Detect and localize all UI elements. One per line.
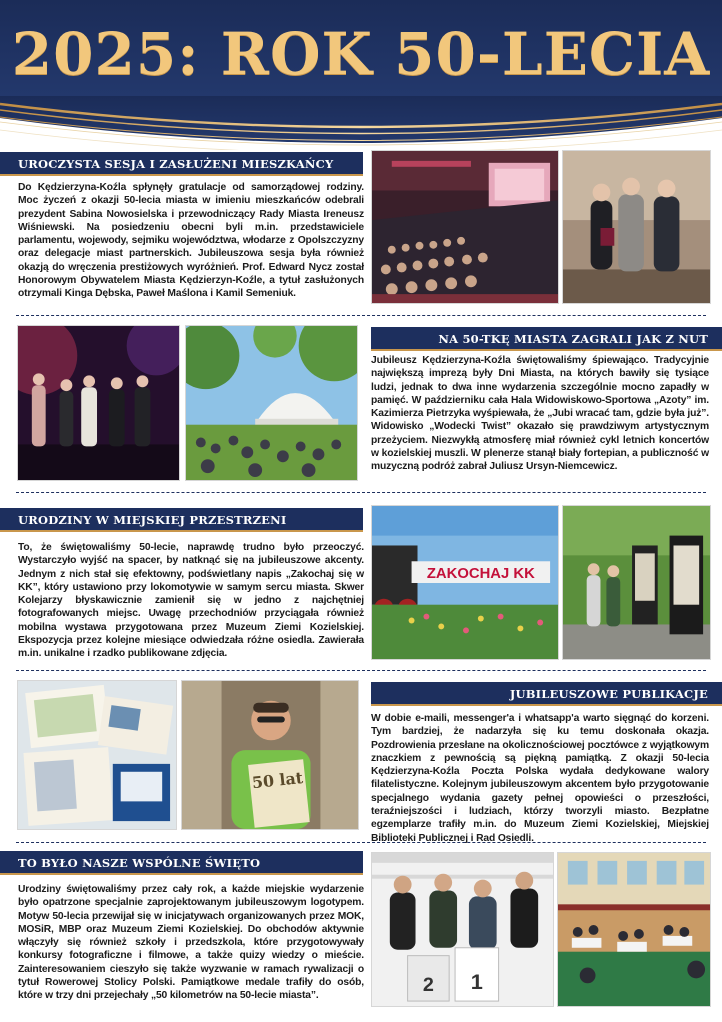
section-text-concerts: Jubileusz Kędzierzyna-Koźla świętowaliśmy śpiewająco. Tradycyjnie największą imprezą były Dni Miasta, na których bawiły się tysiące ludzi, jednak to dwa inne wydarzenia szczególnie mocno zapadły w pamięć. W październiku cała Hala Widowiskowo-Sportowa „Azoty” im. Kazimierza Pietrzyka wyśpiewała, że „Jubi wracać tam, gdzie była już”. Widowisko „Wodecki Twist” okazało się prawdziwym artystycznym przeżyciem. Niezwykłą atmosferę miał również cykl letnich koncertów w kozielskiej muszli. W plenerze stanął biały fortepian, a publiczność w muzyczną podróż zabrał Juliusz Ursyn-Niemcewicz. <box>371 355 709 473</box>
section-heading-city-space: URODZINY W MIEJSKIEJ PRZESTRZENI <box>0 508 363 532</box>
zakochaj-sign-text: ZAKOCHAJ KK <box>426 566 535 583</box>
section-heading-publications: JUBILEUSZOWE PUBLIKACJE <box>371 682 722 706</box>
theater-audience-photo <box>371 150 559 304</box>
section-heading-session: UROCZYSTA SESJA I ZASŁUŻENI MIESZKAŃCY <box>0 152 363 176</box>
cycling-podium-photo <box>371 852 554 1007</box>
school-gym-photo <box>557 852 711 1007</box>
separator-1 <box>16 315 706 316</box>
concert-stage-photo <box>17 325 180 481</box>
section-text-session: Do Kędzierzyna-Koźla spłynęły gratulacje od samorządowej rodziny. Moc życzeń z okazji 50-lecia miasta w imieniu mieszkańców odebrali prezydent Sabina Nowosielska i przewodniczący Rady Miasta Ireneusz Wiśniewski. Na posiedzeniu obecni byli m.in. przedstawiciele parlamentu, wojewody, sejmiku województwa, włodarze z Opolszczyzny oraz delegacje miast partnerskich. Jubileuszowa sesja była również okazją do wręczenia prestiżowych wyróżnień. Prof. Edward Nycz został Honorowym Obywatelem Miasta Kędzierzyn-Koźle, a tytuł zasłużonych otrzymali Kinga Dębska, Paweł Maślona i Kamil Semeniuk. <box>18 182 364 300</box>
section-text-celebration: Urodziny świętowaliśmy przez cały rok, a każde miejskie wydarzenie było opatrzone specjalnie zaprojektowanym jubileuszowym logotypem. Motyw 50-lecia przewijał się w inicjatywach organizowanych przez MOK, MOSiR, MBP oraz Muzeum Ziemi Kozielskiej. Do obchodów aktywnie włączyły się również szkoły i przedszkola, które przygotowywały konkursy fotograficzne i filmowe, a także quizy wiedzy o mieście. Zainteresowaniem cieszyło się także wyzwanie w ramach rywalizacji o tytuł Rowerowej Stolicy Polski. Pamiątkowe medale trafiły do osób, które w trzy dni przejechały „50 kilometrów na 50-lecie miasta”. <box>18 884 364 1002</box>
mobile-exhibition-photo <box>562 505 711 660</box>
honorary-citizens-photo <box>562 150 711 304</box>
section-text-publications: W dobie e-maili, messenger'a i whatsapp'a warto sięgnąć do korzeni. Tym bardziej, że nadarzyła się ku temu doskonała okazja. Pozdrowienia przesłane na okolicznościowej pocztówce z wyjątkowym znaczkiem z pewnością są piękną pamiątką. Z okazji 50-lecia Kędzierzyna-Koźla Poczta Polska wydała dedykowane walory filatelistyczne. Kolejnym jubileuszowym akcentem było przygotowanie specjalnego wydania gazety pełnej opowieści o przeszłości, teraźniejszości i ludziach, którzy tworzyli miasto. Bezpłatne egzemplarze trafiły m.in. do Muzeum Ziemi Kozielskiej, Miejskiej Biblioteki Publicznej i Rad Osiedli. <box>371 713 709 844</box>
section-heading-concerts: NA 50-TKĘ MIASTA ZAGRALI JAK Z NUT <box>371 327 722 351</box>
separator-2 <box>16 492 706 493</box>
postcards-stamps-photo <box>17 680 177 830</box>
section-text-city-space: To, że świętowaliśmy 50-lecie, naprawdę trudno było przeoczyć. Wystarczyło wyjść na spacer, by natknąć się na jubileuszowe akcenty. Jednym z nich stał się efektowny, podświetlany napis „Zakochaj się w KK”, który ustawiono przy lokomotywie w samym sercu miasta. Skwer Kolejarzy błyskawicznie zamienił się w jedno z najchętniej fotografowanych miejsc. Uwagę przechodniów przyciągała również mobilna wystawa przygotowana przez Muzeum Ziemi Kozielskiej. Ekspozycja przez kolejne miesiące odwiedzała różne osiedla. Zawierała m.in. unikalne i rzadko publikowane zdjęcia. <box>18 542 364 660</box>
separator-3 <box>16 670 706 671</box>
jubilee-newspaper-photo <box>181 680 359 830</box>
separator-4 <box>16 842 706 843</box>
podium-number-2: 2 <box>422 974 434 997</box>
outdoor-shell-concert-photo <box>185 325 358 481</box>
section-heading-celebration: TO BYŁO NASZE WSPÓLNE ŚWIĘTO <box>0 851 363 875</box>
locomotive-sign-photo <box>371 505 559 660</box>
page-title: 2025: ROK 50-LECIA <box>11 20 711 88</box>
page-header <box>0 0 722 150</box>
podium-number-1: 1 <box>470 969 483 995</box>
newspaper-title-text: 50 lat <box>251 768 304 793</box>
